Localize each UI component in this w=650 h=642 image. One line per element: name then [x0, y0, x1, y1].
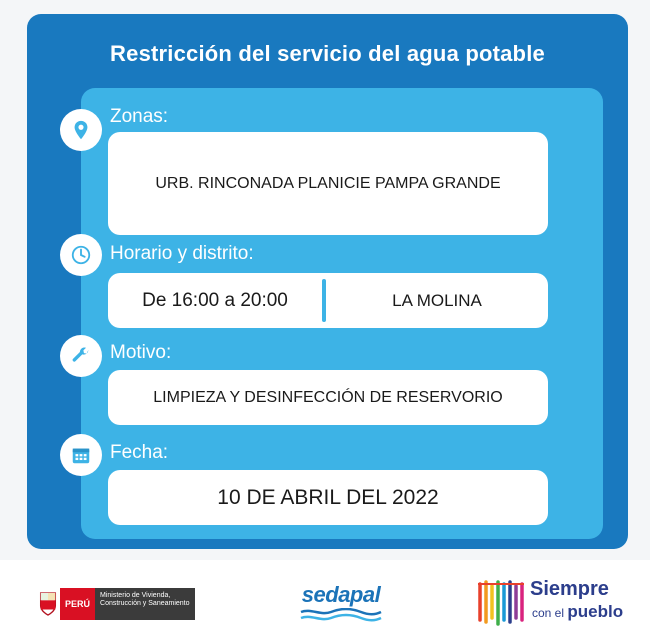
horario-time: De 16:00 a 20:00 [142, 289, 288, 311]
clock-icon [60, 234, 102, 276]
horario-label: Horario y distrito: [110, 243, 254, 264]
fecha-label: Fecha: [110, 442, 169, 463]
gobierno-peru-logo [36, 588, 195, 620]
people-bars-icon [476, 580, 526, 626]
wrench-icon [60, 335, 102, 377]
siempre-text: Siempre [530, 578, 609, 600]
page-title: Restricción del servicio del agua potable [110, 41, 545, 66]
horario-value-box [108, 273, 548, 328]
pueblo-text: pueblo [567, 602, 624, 621]
motivo-value-box [108, 370, 548, 425]
con-el-text: con el [532, 606, 565, 620]
gob-ministry-label: Ministerio de Vivienda, Construcción y Saneamiento [95, 588, 195, 620]
horario-district: LA MOLINA [392, 290, 482, 310]
fecha-value: 10 DE ABRIL DEL 2022 [217, 485, 439, 509]
water-waves-icon [299, 608, 383, 622]
siempre-con-el-pueblo-logo [476, 574, 636, 630]
peru-shield-icon [36, 588, 60, 620]
con-el-pueblo-text [532, 602, 623, 622]
zonas-label: Zonas: [110, 106, 169, 127]
location-pin-icon [60, 109, 102, 151]
motivo-value: LIMPIEZA Y DESINFECCIÓN DE RESERVORIO [153, 388, 503, 406]
zonas-value: URB. RINCONADA PLANICIE PAMPA GRANDE [155, 174, 501, 192]
announcement-card [27, 14, 628, 549]
zonas-value-box [108, 132, 548, 235]
gob-peru-label: PERÚ [60, 588, 95, 620]
sedapal-text: sedapal [301, 582, 381, 607]
fecha-value-box [108, 470, 548, 525]
footer [0, 560, 650, 642]
motivo-label: Motivo: [110, 342, 172, 363]
sedapal-logo [296, 582, 386, 626]
calendar-icon [60, 434, 102, 476]
